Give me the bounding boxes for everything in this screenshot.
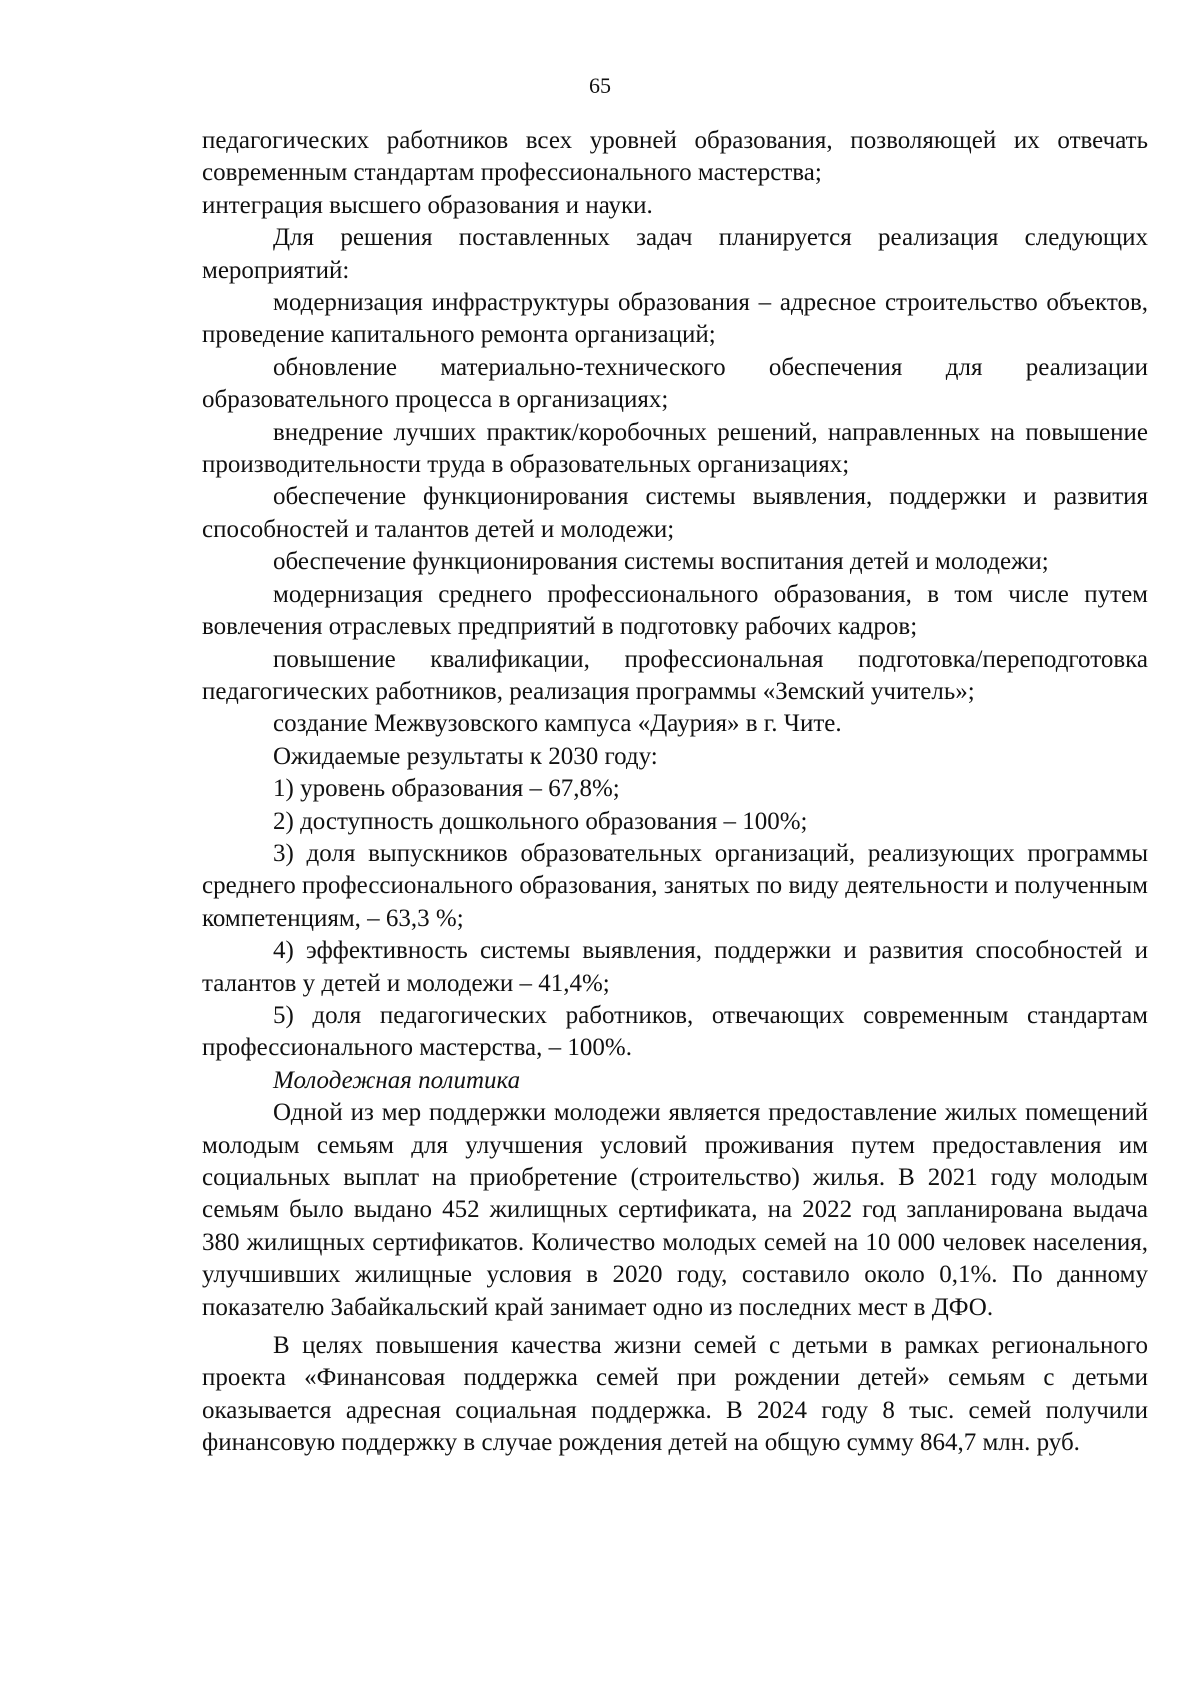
paragraph-continuation: педагогических работников всех уровней образования, позволяющей их отвечать современным стандартам профессионального мастерства; [202, 127, 1148, 187]
list-item-infrastructure: модернизация инфраструктуры образования – адресное строительство объектов, проведение капитального ремонта организаций; [202, 289, 1148, 349]
document-body [202, 125, 1148, 1460]
result-item-3: 3) доля выпускников образовательных организаций, реализующих программы среднего профессионального образования, занятых по виду деятельности и полученным компетенциям, – 63,3 %; [202, 839, 1148, 932]
list-item-best-practices: внедрение лучших практик/коробочных решений, направленных на повышение производительности труда в образовательных организациях; [202, 418, 1148, 479]
expected-results-heading: Ожидаемые результаты к 2030 году: [273, 742, 658, 770]
section-heading-youth-policy: Молодежная политика [273, 1066, 521, 1094]
list-item-campus: создание Межвузовского кампуса «Даурия» в г. Чите. [273, 710, 842, 738]
paragraph-family-support: В целях повышения качества жизни семей с детьми в рамках регионального проекта «Финансовая поддержка семей при рождении детей» семьям с детьми оказывается адресная социальная поддержка. В 2024 году 8 тыс. семей получили финансовую поддержку в случае рождения детей на общую сумму 864,7 млн. руб. [202, 1332, 1148, 1457]
list-item-vocational-education: модернизация среднего профессионального образования, в том числе путем вовлечения отраслевых предприятий в подготовку рабочих кадров; [202, 580, 1148, 641]
paragraph-integration: интеграция высшего образования и науки. [202, 191, 653, 219]
result-item-1: 1) уровень образования – 67,8%; [273, 775, 620, 803]
result-item-4: 4) эффективность системы выявления, поддержки и развития способностей и талантов у детей и молодежи – 41,4%; [202, 937, 1148, 997]
list-item-upbringing-system: обеспечение функционирования системы воспитания детей и молодежи; [273, 548, 1049, 576]
page-number: 65 [589, 73, 611, 98]
result-item-2: 2) доступность дошкольного образования – 100%; [273, 807, 808, 835]
result-item-5: 5) доля педагогических работников, отвечающих современным стандартам профессионального мастерства, – 100%. [202, 1001, 1148, 1062]
list-item-qualification: повышение квалификации, профессиональная подготовка/переподготовка педагогических работников, реализация программы «Земский учитель»; [202, 645, 1148, 705]
list-item-talent-system: обеспечение функционирования системы выявления, поддержки и развития способностей и талантов детей и молодежи; [202, 483, 1148, 543]
list-item-equipment: обновление материально-технического обеспечения для реализации образовательного процесса в организациях; [202, 353, 1148, 414]
paragraph-youth-housing: Одной из мер поддержки молодежи является предоставление жилых помещений молодым семьям для улучшения условий проживания путем предоставления им социальных выплат на приобретение (строительство) жилья. В 2021 году молодым семьям было выдано 452 жилищных сертификата, на 2022 год запланирована выдача 380 жилищных сертификатов. Количество молодых семей на 10 000 человек населения, улучшивших жилищные условия в 2020 году, составило около 0,1%. По данному показателю Забайкальский край занимает одно из последних мест в ДФО. [202, 1099, 1148, 1321]
paragraph-measures-intro: Для решения поставленных задач планируется реализация следующих мероприятий: [202, 224, 1148, 284]
